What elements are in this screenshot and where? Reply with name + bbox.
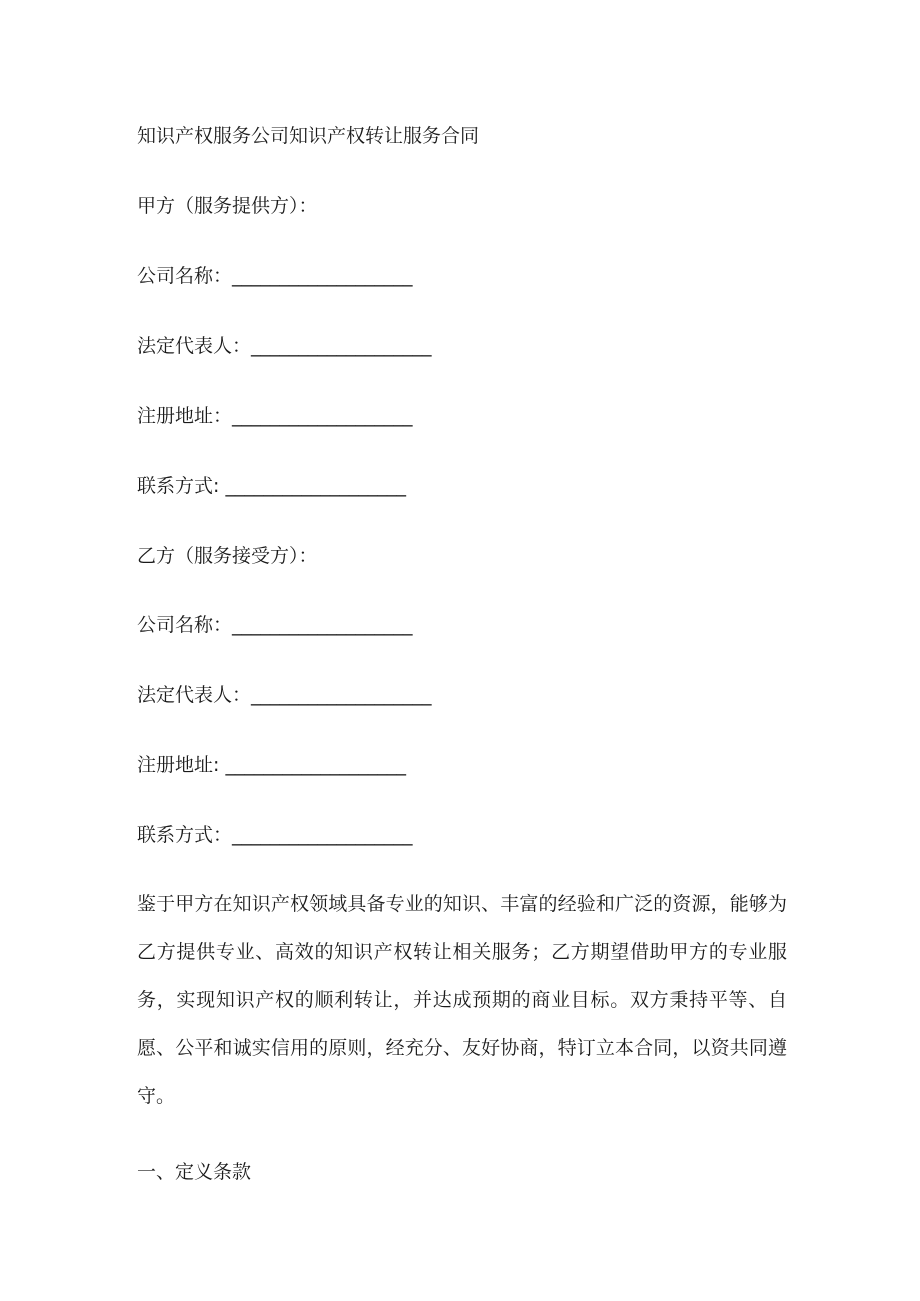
party-a-legal-rep: 法定代表人：___________________ xyxy=(137,335,432,357)
section-heading: 一、定义条款 xyxy=(137,1161,252,1183)
party-b-address: 注册地址: ___________________ xyxy=(137,754,406,776)
party-b-legal-rep: 法定代表人：___________________ xyxy=(137,684,432,706)
party-a-contact: 联系方式: ___________________ xyxy=(137,475,406,497)
party-b-heading: 乙方（服务接受方）： xyxy=(137,545,318,567)
party-a-heading: 甲方（服务提供方）： xyxy=(137,195,318,217)
preamble-paragraph: 鉴于甲方在知识产权领域具备专业的知识、丰富的经验和广泛的资源，能够为乙方提供专业、高效的知识产权转让相关服务；乙方期望借助甲方的专业服务，实现知识产权的顺利转让，并达成预期的商业目标。双方秉持平等、自愿、公平和诚实信用的原则，经充分、友好协商，特订立本合同，以资共同遵守。 xyxy=(137,893,787,1107)
party-a-company-name: 公司名称：___________________ xyxy=(137,265,413,287)
party-a-address: 注册地址：___________________ xyxy=(137,405,413,427)
party-b-contact: 联系方式：___________________ xyxy=(137,824,413,846)
document-title: 知识产权服务公司知识产权转让服务合同 xyxy=(137,125,480,147)
party-b-company-name: 公司名称：___________________ xyxy=(137,614,413,636)
